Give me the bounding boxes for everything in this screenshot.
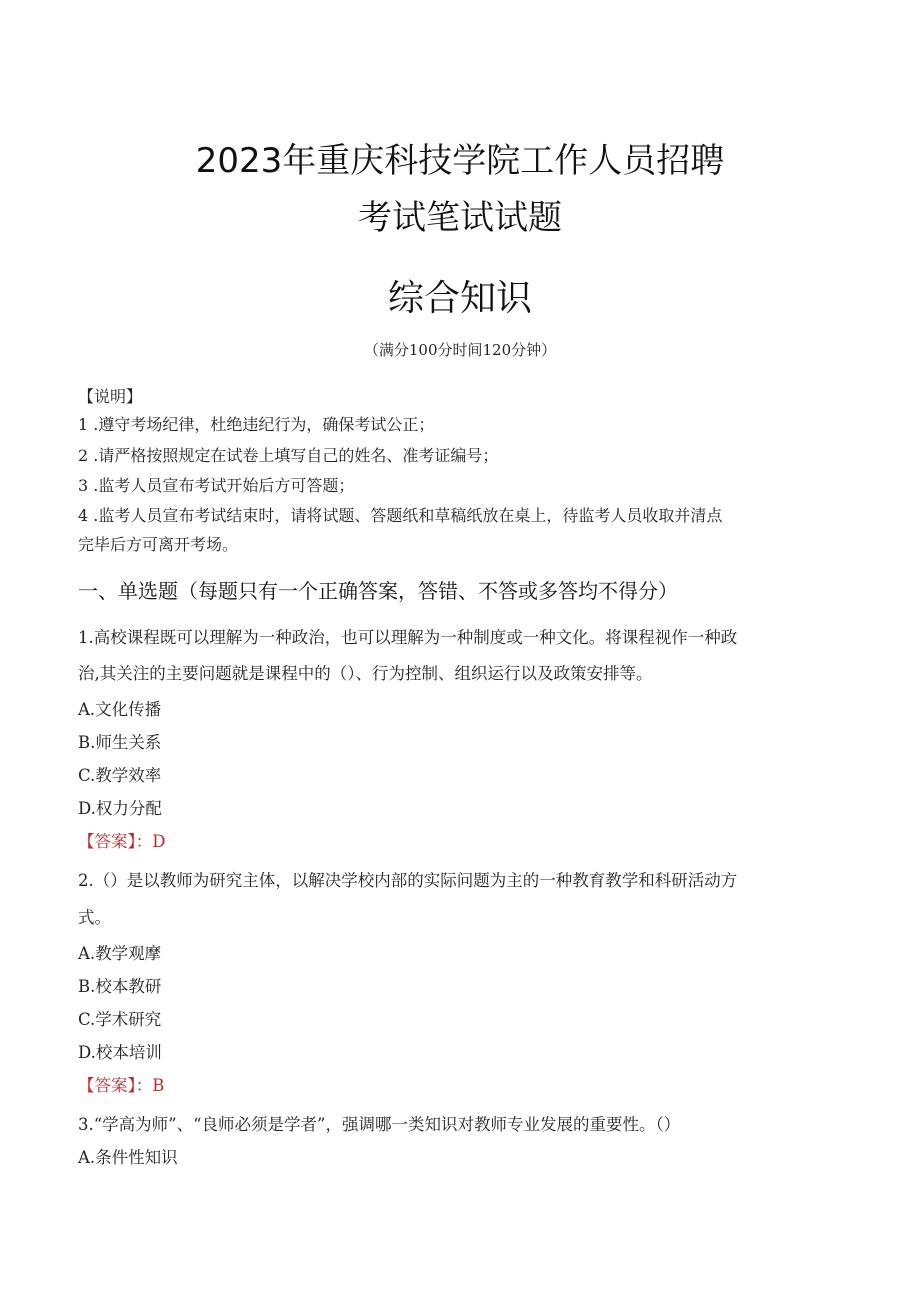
exam-title-line1: 2023年重庆科技学院工作人员招聘	[195, 141, 725, 181]
question-1-option-c: C.教学效率	[78, 766, 162, 785]
question-1-option-a: A.文化传播	[78, 700, 162, 719]
answer-value: B	[152, 1076, 165, 1095]
question-1-text-line2: 治,其关注的主要问题就是课程中的（）、行为控制、组织运行以及政策安排等。	[78, 664, 653, 683]
instruction-item: 完毕后方可离开考场。	[78, 535, 239, 554]
exam-title-line2: 考试笔试试题	[358, 198, 562, 238]
instructions-header: 【说明】	[78, 387, 143, 406]
question-1-option-b: B.师生关系	[78, 733, 162, 752]
question-3-option-a: A.条件性知识	[78, 1148, 178, 1167]
section-title: 一、单选题（每题只有一个正确答案，答错、不答或多答均不得分）	[78, 579, 678, 603]
instruction-item: 1 .遵守考场纪律，杜绝违纪行为，确保考试公正；	[78, 415, 435, 434]
question-2-text-line1: 2.（）是以教师为研究主体，以解决学校内部的实际问题为主的一种教育教学和科研活动方	[78, 871, 738, 890]
question-2-option-d: D.校本培训	[78, 1043, 162, 1062]
subject-title: 综合知识	[387, 278, 532, 319]
score-time-note: （满分100分时间120分钟）	[363, 341, 557, 359]
answer-label: 【答案】：	[78, 1076, 153, 1095]
question-2-option-b: B.校本教研	[78, 977, 162, 996]
question-2-text-line2: 式。	[78, 908, 111, 927]
question-2-answer	[78, 1072, 164, 1096]
question-3-text-line1: 3.“学高为师”、“良师必须是学者”，强调哪一类知识对教师专业发展的重要性。（）	[78, 1115, 681, 1134]
question-1-answer	[78, 828, 165, 852]
instruction-item: 2 .请严格按照规定在试卷上填写自己的姓名、准考证编号；	[78, 446, 499, 465]
question-2-option-a: A.教学观摩	[78, 944, 162, 963]
answer-value: D	[152, 832, 166, 851]
instruction-item: 4 .监考人员宣布考试结束时，请将试题、答题纸和草稿纸放在桌上，待监考人员收取并清点	[78, 506, 723, 525]
question-1-option-d: D.权力分配	[78, 799, 162, 818]
answer-label: 【答案】：	[78, 832, 153, 851]
question-2-option-c: C.学术研究	[78, 1010, 162, 1029]
instruction-item: 3 .监考人员宣布考试开始后方可答题；	[78, 476, 355, 495]
question-1-text-line1: 1.高校课程既可以理解为一种政治，也可以理解为一种制度或一种文化。将课程视作一种政	[78, 628, 738, 647]
